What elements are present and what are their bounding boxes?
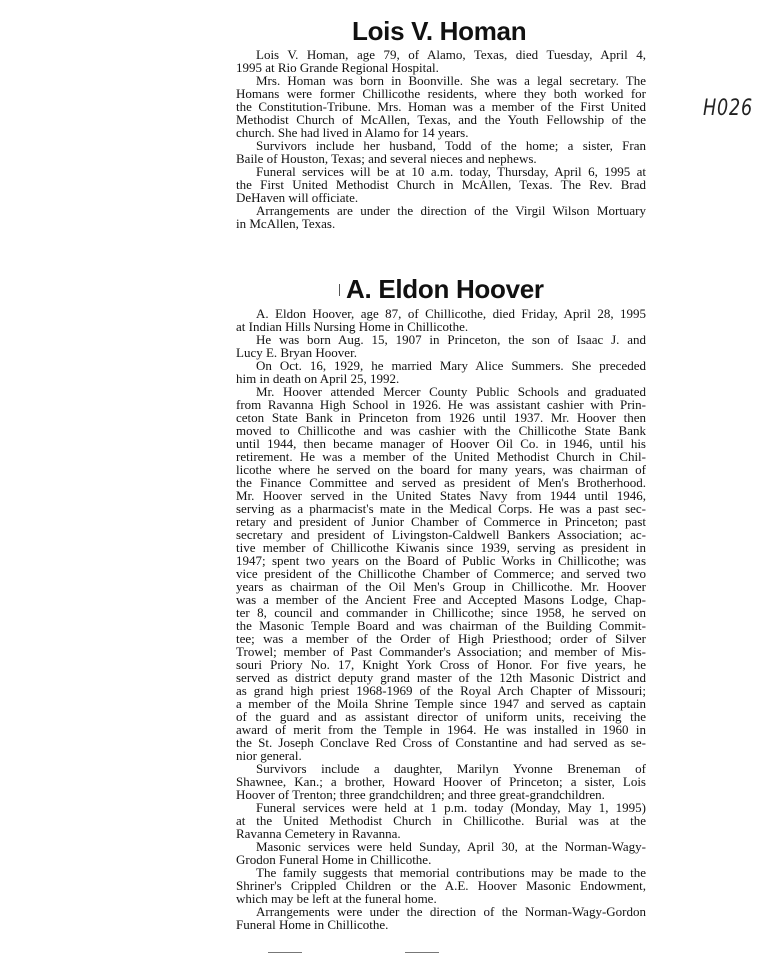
text-line: Lucy E. Bryan Hoover.: [236, 345, 357, 360]
text-line: Lois V. Homan, age 79, of Alamo, Texas, died Tuesday, April 4,: [256, 47, 646, 62]
text-line: Survivors include her husband, Todd of the home; a sister, Fran: [256, 138, 646, 153]
text-line: at the United Methodist Church in Chillicothe. Burial was at the: [236, 813, 646, 828]
text-line: Trowel; member of Past Commander's Association; and member of Mis-: [236, 644, 646, 659]
text-line: the Finance Committee and served as president of Men's Brotherhood.: [236, 475, 646, 490]
text-line: Masonic services were held Sunday, April 30, at the Norman-Wagy-: [256, 839, 646, 854]
obituary-body-homan: [236, 48, 646, 230]
text-line: Baile of Houston, Texas; and several nieces and nephews.: [236, 151, 537, 166]
obituary-title-homan: Lois V. Homan: [352, 16, 527, 46]
text-line: Grodon Funeral Home in Chillicothe.: [236, 852, 432, 867]
text-line: retary and president of Junior Chamber of Commerce in Princeton; past: [236, 514, 646, 529]
obituary-title-hoover: A. Eldon Hoover: [346, 274, 544, 304]
text-line: ceton State Bank in Princeton from 1926 until 1937. Mr. Hoover then: [236, 410, 646, 425]
text-line: 1947; spent two years on the Board of Public Works in Chillicothe; was: [236, 553, 646, 568]
text-line: of the guard and as assistant director of uniform units, receiving the: [236, 709, 646, 724]
text-line: Mr. Hoover served in the United States Navy from 1944 until 1946,: [236, 488, 646, 503]
text-line: him in death on April 25, 1992.: [236, 371, 400, 386]
text-line: was a member of the Ancient Free and Accepted Masons Lodge, Chap-: [236, 592, 646, 607]
text-line: the Masonic Temple Board and was chairman of the Building Commit-: [236, 618, 646, 633]
text-line: retirement. He was a member of the United Methodist Church in Chil-: [236, 449, 646, 464]
text-line: Funeral Home in Chillicothe.: [236, 917, 389, 932]
text-line: award of merit from the Temple in 1964. He was installed in 1960 in: [236, 722, 646, 737]
text-line: On Oct. 16, 1929, he married Mary Alice Summers. She preceded: [256, 358, 646, 373]
text-line: church. She had lived in Alamo for 14 years.: [236, 125, 469, 140]
text-line: secretary and president of Livingston-Caldwell Bankers Association; ac-: [236, 527, 646, 542]
text-line: a member of the Moila Shrine Temple since 1947 and served as captain: [236, 696, 646, 711]
text-line: until 1944, then became manager of Hoover Oil Co. in 1946, until his: [236, 436, 646, 451]
text-line: ter 8, council and commander in Chillicothe; since 1958, he served on: [236, 605, 646, 620]
text-line: Methodist Church of McAllen, Texas, and the Youth Fellowship of the: [236, 112, 646, 127]
text-line: licothe where he served on the board for many years, was chairman of: [236, 462, 646, 477]
text-line: as grand high priest 1968-1969 of the Royal Arch Chapter of Missouri;: [236, 683, 646, 698]
text-line: from Ravanna High School in 1926. He was assistant cashier with Prin-: [236, 397, 646, 412]
text-line: in McAllen, Texas.: [236, 216, 336, 231]
text-line: Arrangements are under the direction of the Virgil Wilson Mortuary: [256, 203, 646, 218]
divider: [405, 952, 439, 953]
text-line: Shriner's Crippled Children or the A.E. Hoover Masonic Endowment,: [236, 878, 646, 893]
text-line: the First United Methodist Church in McAllen, Texas. The Rev. Brad: [236, 177, 646, 192]
text-line: served as district deputy grand master of the 12th Masonic District and: [236, 670, 646, 685]
text-line: 1995 at Rio Grande Regional Hospital.: [236, 60, 439, 75]
text-line: Ravanna Cemetery in Ravanna.: [236, 826, 401, 841]
text-line: A. Eldon Hoover, age 87, of Chillicothe, died Friday, April 28, 1995: [256, 306, 646, 321]
text-line: which may be left at the funeral home.: [236, 891, 437, 906]
obituary-body-hoover: [236, 307, 646, 931]
scan-mark: [339, 284, 340, 296]
text-line: at Indian Hills Nursing Home in Chillicothe.: [236, 319, 469, 334]
text-line: Mr. Hoover attended Mercer County Public Schools and graduated: [256, 384, 646, 399]
text-line: serving as a pharmacist's mate in the Medical Corps. He was a past sec-: [236, 501, 646, 516]
handwritten-code: H026: [703, 96, 754, 121]
text-line: the Constitution-Tribune. Mrs. Homan was a member of the First United: [236, 99, 646, 114]
text-line: souri Priory No. 17, Knight York Cross of Honor. For five years, he: [236, 657, 646, 672]
text-line: Survivors include a daughter, Marilyn Yvonne Breneman of: [256, 761, 646, 776]
text-line: Hoover of Trenton; three grandchildren; and three great-grandchildren.: [236, 787, 605, 802]
text-line: He was born Aug. 15, 1907 in Princeton, the son of Isaac J. and: [256, 332, 646, 347]
text-line: nior general.: [236, 748, 302, 763]
text-line: tee; was a member of the Order of High Priesthood; order of Silver: [236, 631, 646, 646]
text-line: Homans were former Chillicothe residents, where they both worked for: [236, 86, 646, 101]
text-line: years as chairman of the Oil Men's Group in Chillicothe. Mr. Hoover: [236, 579, 646, 594]
text-line: Mrs. Homan was born in Boonville. She was a legal secretary. The: [256, 73, 646, 88]
text-line: moved to Chillicothe and was cashier with the Chillicothe State Bank: [236, 423, 646, 438]
text-line: DeHaven will officiate.: [236, 190, 359, 205]
text-line: tive member of Chillicothe Kiwanis since 1939, serving as president in: [236, 540, 646, 555]
text-line: the St. Joseph Conclave Red Cross of Constantine and had served as se-: [236, 735, 646, 750]
divider: [268, 952, 302, 953]
text-line: The family suggests that memorial contributions may be made to the: [256, 865, 646, 880]
text-line: Shawnee, Kan.; a brother, Howard Hoover of Princeton; a sister, Lois: [236, 774, 646, 789]
text-line: Funeral services were held at 1 p.m. today (Monday, May 1, 1995): [256, 800, 646, 815]
text-line: Funeral services will be at 10 a.m. today, Thursday, April 6, 1995 at: [256, 164, 646, 179]
text-line: vice president of the Chillicothe Chamber of Commerce; and served two: [236, 566, 646, 581]
text-line: Arrangements were under the direction of the Norman-Wagy-Gordon: [256, 904, 646, 919]
